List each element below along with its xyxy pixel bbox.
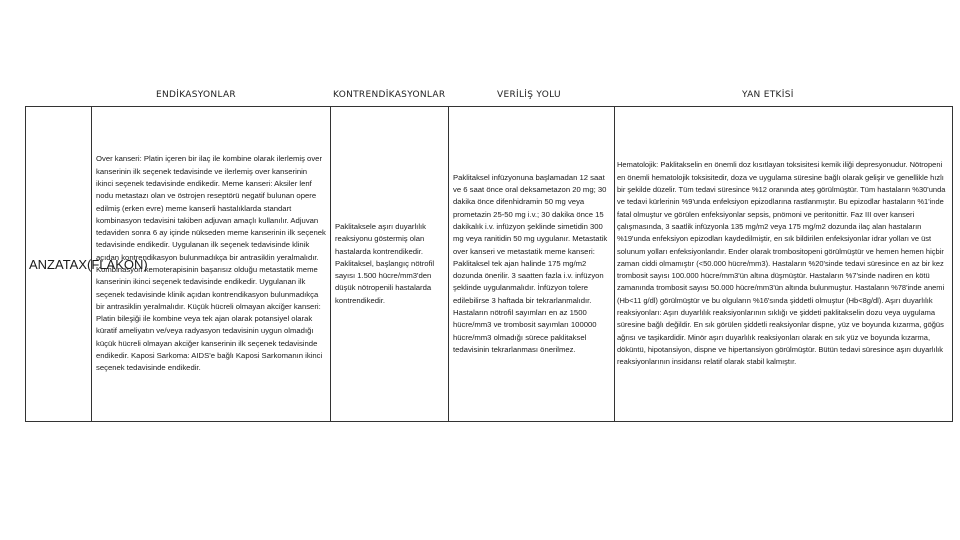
header-side-effects: YAN ETKİSİ bbox=[742, 90, 794, 100]
drug-info-table bbox=[25, 106, 953, 422]
administration-cell: Paklitaksel infüzyonuna başlamadan 12 saat ve 6 saat önce oral deksametazon 20 mg; 30 dakika önce difenhidramin 50 mg veya prometazin 25-50 mg i.v.; 30 dakika önce 15 dakikalık i.v. infüzyon şeklinde simetidin 300 mg veya ranitidin 50 mg uygulanır. Metastatik over kanseri ve metastatik meme kanseri: Paklitaksel tek ajan halinde 175 mg/m2 dozunda önerilir. 3 saatten fazla i.v. infüzyon şeklinde uygulanmalıdır. İnfüzyon tolere edilebilirse 3 haftada bir tekrarlanmalıdır. Hastaların nötrofil sayımları en az 1500 hücre/mm3 ve trombosit sayımları 100000 hücre/mm3 olmadığı sürece paklitaksel tedavisinin tekrarlanması önerilmez. bbox=[449, 107, 615, 422]
side-effects-cell: Hematolojik: Paklitakselin en önemli doz kısıtlayan toksisitesi kemik iliği depresyonudur. Nötropeni en önemli hematolojik toksisitedir, doza ve uygulama süresine bağlı olarak gelişir ve genellikle hızlı bir şekilde düzelir. Tüm tedavi süresince %12 oranında ateş görülmüştür. Tüm hastaların %30'unda ve tedavi kürlerinin %9'unda enfeksiyon epizodlarına rastlanmıştır. Bu epizodlar hastaların %1'inde fatal olmuştur ve görülen enfeksiyonlar sepsis, pnömoni ve peritonittir. Faz III over kanseri çalışmasında, 3 saatlik infüzyonla 135 mg/m2 veya 175 mg/m2 dozunda ilaç alan hastaların %19'unda enfeksiyon epizodları kaydedilmiştir, en sık bildirilen enfeksiyonlar idrar yolları ve üst solunum yolları enfeksiyonlarıdır. Ender olarak trombositopeni görülmüştür ve hemen hemen hiçbir zaman ciddi olmamıştır (<50.000 hücre/mm3). Hastaların %20'sinde tedavi süresince en az bir kez trombosit sayısı 100.000 hücre/mm3'ün altına düşmüştür. Hastaların %7'sinde nadiren en kötü zamanında trombosit sayısı 50.000 hücre/mm3'ün altında bulunmuştur. Hastaların %78'inde anemi (Hb<11 g/dl) görülmüştür ve bu olguların %16'sında şiddetli olmuştur (Hb<8g/dl). Aşırı duyarlılık reaksiyonları: Aşırı duyarlılık reaksiyonlarının sıklığı ve şiddeti paklitakselin dozu veya uygulama süresine bağlı değildir. En sık görülen şiddetli reaksiyonlar dispne, yüz ve boyunda kızarma, göğüs ağrısı ve taşikardidir. Minör aşırı duyarlılık reaksiyonları olarak en sık yüz ve boyunda kızarma, döküntü, hipotansiyon, dispne ve hipertansiyon görülmüştür. Bütün tedavi süresince aşırı duyarlılık reaksiyonlarının insidansı relatif olarak stabil kalmıştır. bbox=[615, 107, 953, 422]
header-indications: ENDİKASYONLAR bbox=[156, 90, 236, 100]
header-contraindications: KONTRENDİKASYONLAR bbox=[333, 90, 446, 100]
drug-name-cell: ANZATAX(FLAKON) bbox=[26, 107, 92, 422]
table-row bbox=[26, 107, 953, 422]
indications-cell: Over kanseri: Platin içeren bir ilaç ile kombine olarak ilerlemiş over kanserinin ilk seçenek tedavisinde ve ilerlemiş over kanserinin ikinci seçenek tedavisinde endikedir. Meme kanseri: Aksiler lenf nodu metastazı olan ve östrojen reseptörü negatif bulunan opere edilmiş (erken evre) meme kanserli hastalıklarda standart kombinasyon tedavisini takiben adjuvan amaçlı kullanılır. Adjuvan tedaviden sonra 6 ay içinde nükseden meme kanserinin ilk seçenek tedavisinde endikedir. Uygulanan ilk seçenek tedavisinde klinik açıdan kontrendikasyon bulunmadıkça bir antrasiklin yeralmalıdır. Kombinasyon kemoterapisinin başarısız olduğu metastatik meme kanserinin ikinci seçenek tedavisinde endikedir. Uygulanan ilk seçenek tedavisinde klinik açıdan kontrendikasyon bulunmadıkça bir antrasiklin yeralmalıdır. Küçük hücreli olmayan akciğer kanseri: Platin bileşiği ile kombine veya tek ajan olarak potansiyel olarak küratif ameliyatın ve/veya radyasyon tedavisinin uygun olmadığı küçük hücreli olmayan akciğer kanserinin ilk seçenek tedavisinde endikedir. Kaposi Sarkoma: AIDS'e bağlı Kaposi Sarkomanın ikinci seçenek tedavisinde endikedir. bbox=[92, 107, 331, 422]
contraindications-cell: Paklitaksele aşırı duyarlılık reaksiyonu göstermiş olan hastalarda kontrendikedir. Paklitaksel, başlangıç nötrofil sayısı 1.500 hücre/mm3'den düşük nötropenili hastalarda kontrendikedir. bbox=[331, 107, 449, 422]
header-administration: VERİLİŞ YOLU bbox=[497, 90, 561, 100]
